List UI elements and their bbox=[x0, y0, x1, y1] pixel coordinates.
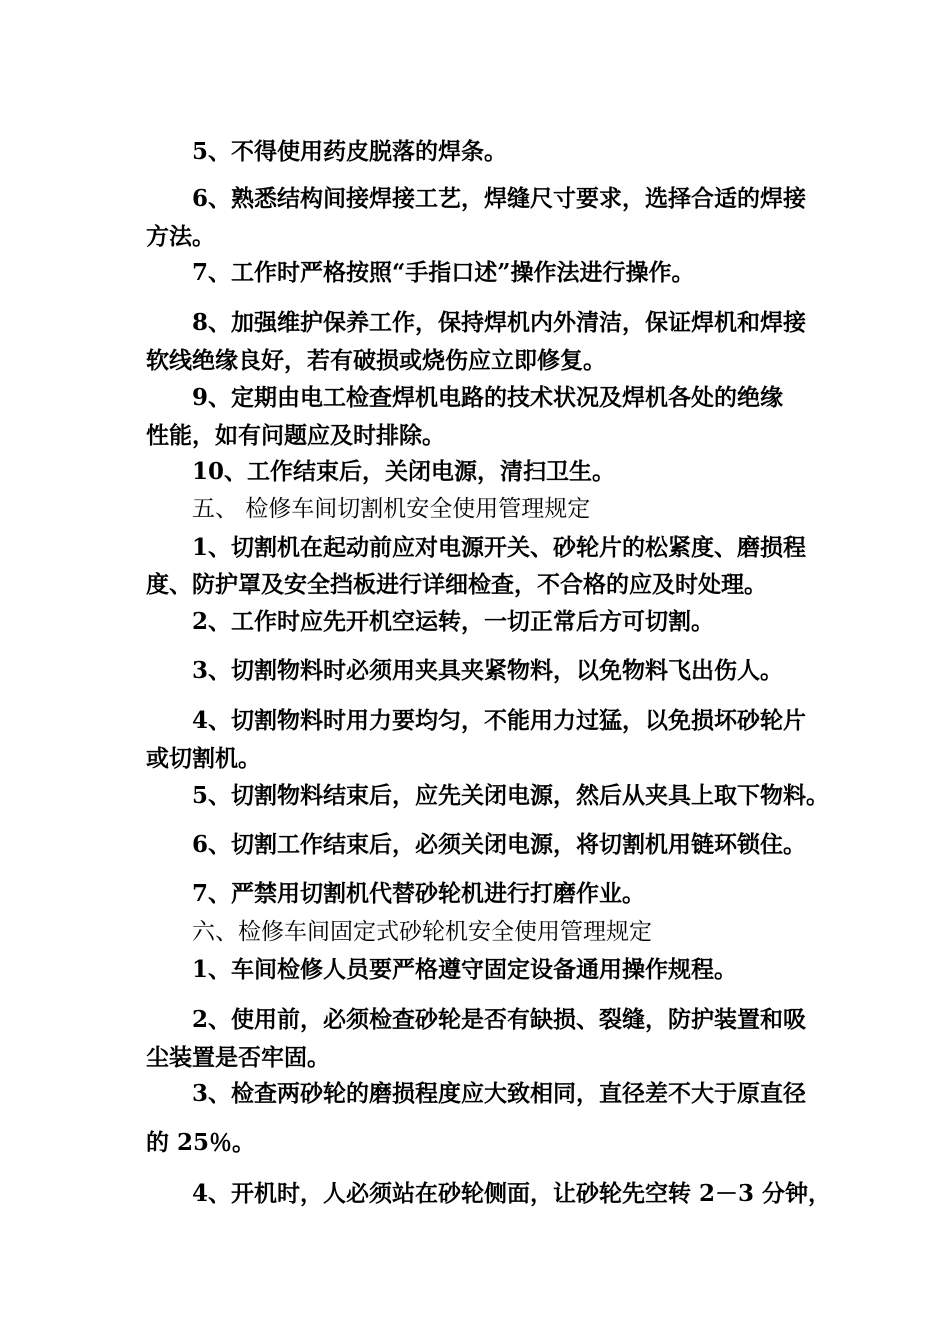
text-line-25: 的 25％。 bbox=[146, 1129, 256, 1156]
text-line-14: 3、切割物料时必须用夹具夹紧物料，以免物料飞出伤人。 bbox=[192, 657, 784, 684]
text-line-24: 3、检查两砂轮的磨损程度应大致相同，直径差不大于原直径 bbox=[192, 1080, 807, 1107]
text-line-1: 5、不得使用药皮脱落的焊条。 bbox=[192, 138, 508, 165]
text-line-17: 5、切割物料结束后，应先关闭电源，然后从夹具上取下物料。 bbox=[192, 782, 830, 809]
text-line-15: 4、切割物料时用力要均匀，不能用力过猛，以免损坏砂轮片 bbox=[192, 707, 807, 734]
text-line-12: 度、防护罩及安全挡板进行详细检查，不合格的应及时处理。 bbox=[146, 571, 767, 598]
text-line-26: 4、开机时，人必须站在砂轮侧面，让砂轮先空转 2－3 分钟， bbox=[192, 1180, 832, 1207]
text-line-6: 软线绝缘良好，若有破损或烧伤应立即修复。 bbox=[146, 347, 606, 374]
text-line-11: 1、切割机在起动前应对电源开关、砂轮片的松紧度、磨损程 bbox=[192, 534, 807, 561]
text-line-3: 方法。 bbox=[146, 223, 215, 250]
text-line-4: 7、工作时严格按照“手指口述”操作法进行操作。 bbox=[192, 259, 695, 286]
text-line-5: 8、加强维护保养工作，保持焊机内外清洁，保证焊机和焊接 bbox=[192, 309, 807, 336]
text-line-22: 2、使用前，必须检查砂轮是否有缺损、裂缝，防护装置和吸 bbox=[192, 1006, 807, 1033]
section-heading-5: 五、 检修车间切割机安全使用管理规定 bbox=[192, 496, 591, 522]
text-line-18: 6、切割工作结束后，必须关闭电源，将切割机用链环锁住。 bbox=[192, 831, 807, 858]
text-line-16: 或切割机。 bbox=[146, 745, 261, 772]
text-line-2: 6、熟悉结构间接焊接工艺，焊缝尺寸要求，选择合适的焊接 bbox=[192, 185, 807, 212]
text-line-8: 性能，如有问题应及时排除。 bbox=[146, 422, 445, 449]
text-line-21: 1、车间检修人员要严格遵守固定设备通用操作规程。 bbox=[192, 956, 738, 983]
text-line-13: 2、工作时应先开机空运转，一切正常后方可切割。 bbox=[192, 608, 715, 635]
section-heading-6: 六、检修车间固定式砂轮机安全使用管理规定 bbox=[192, 919, 652, 945]
text-line-7: 9、定期由电工检查焊机电路的技术状况及焊机各处的绝缘 bbox=[192, 384, 784, 411]
text-line-19: 7、严禁用切割机代替砂轮机进行打磨作业。 bbox=[192, 880, 646, 907]
text-line-9: 10、工作结束后，关闭电源，清扫卫生。 bbox=[192, 458, 616, 485]
text-line-23: 尘装置是否牢固。 bbox=[146, 1044, 330, 1071]
